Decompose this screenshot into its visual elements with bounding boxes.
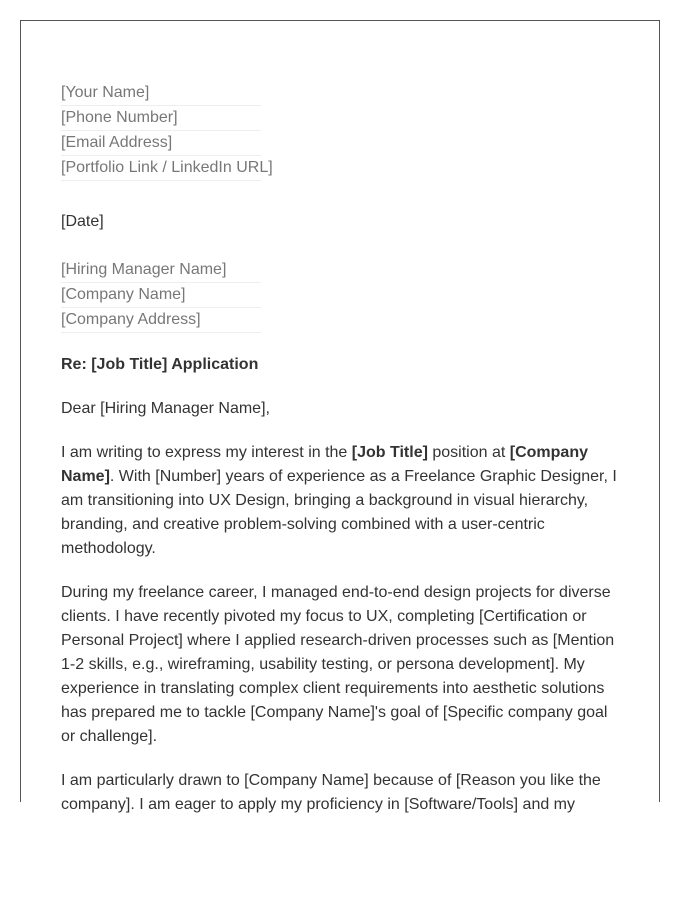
sender-block bbox=[61, 81, 273, 181]
p1-job-title: [Job Title] bbox=[351, 444, 428, 461]
subject-line: Re: [Job Title] Application bbox=[61, 356, 259, 373]
sender-phone-field[interactable]: [Phone Number] bbox=[61, 106, 261, 131]
p1-company-name: [Company Name] bbox=[61, 444, 588, 485]
p1-text-3: . With [Number] years of experience as a Freelance Graphic Designer, I am transitioning into UX Design, bringing a background in visual hierarchy, branding, and creative problem-solving combined with a user-centric methodology. bbox=[61, 468, 617, 557]
body-paragraph-3: I am particularly drawn to [Company Name] because of [Reason you like the company]. I am eager to apply my proficiency in [Software/Tools] and my bbox=[61, 772, 601, 813]
salutation: Dear [Hiring Manager Name], bbox=[61, 400, 270, 417]
letter-date: [Date] bbox=[61, 213, 104, 230]
recipient-company-field[interactable]: [Company Name] bbox=[61, 283, 261, 308]
recipient-address-field[interactable]: [Company Address] bbox=[61, 308, 261, 333]
body-paragraph-2: During my freelance career, I managed end-to-end design projects for diverse clients. I have recently pivoted my focus to UX, completing [Certification or Personal Project] where I applied research-driven processes such as [Mention 1-2 skills, e.g., wireframing, usability testing, or persona development]. My experience in translating complex client requirements into aesthetic solutions has prepared me to tackle [Company Name]'s goal of [Specific company goal or challenge]. bbox=[61, 584, 615, 745]
p1-text-2: position at bbox=[427, 444, 510, 461]
recipient-block bbox=[61, 258, 261, 333]
letter-page bbox=[20, 20, 660, 813]
sender-portfolio-field[interactable]: [Portfolio Link / LinkedIn URL] bbox=[61, 156, 261, 181]
sender-name-field[interactable]: [Your Name] bbox=[61, 81, 261, 106]
letter-content bbox=[61, 81, 621, 817]
recipient-manager-field[interactable]: [Hiring Manager Name] bbox=[61, 258, 261, 283]
body-paragraph-1 bbox=[61, 441, 621, 561]
p1-text-1: I am writing to express my interest in the bbox=[61, 444, 352, 461]
sender-email-field[interactable]: [Email Address] bbox=[61, 131, 261, 156]
